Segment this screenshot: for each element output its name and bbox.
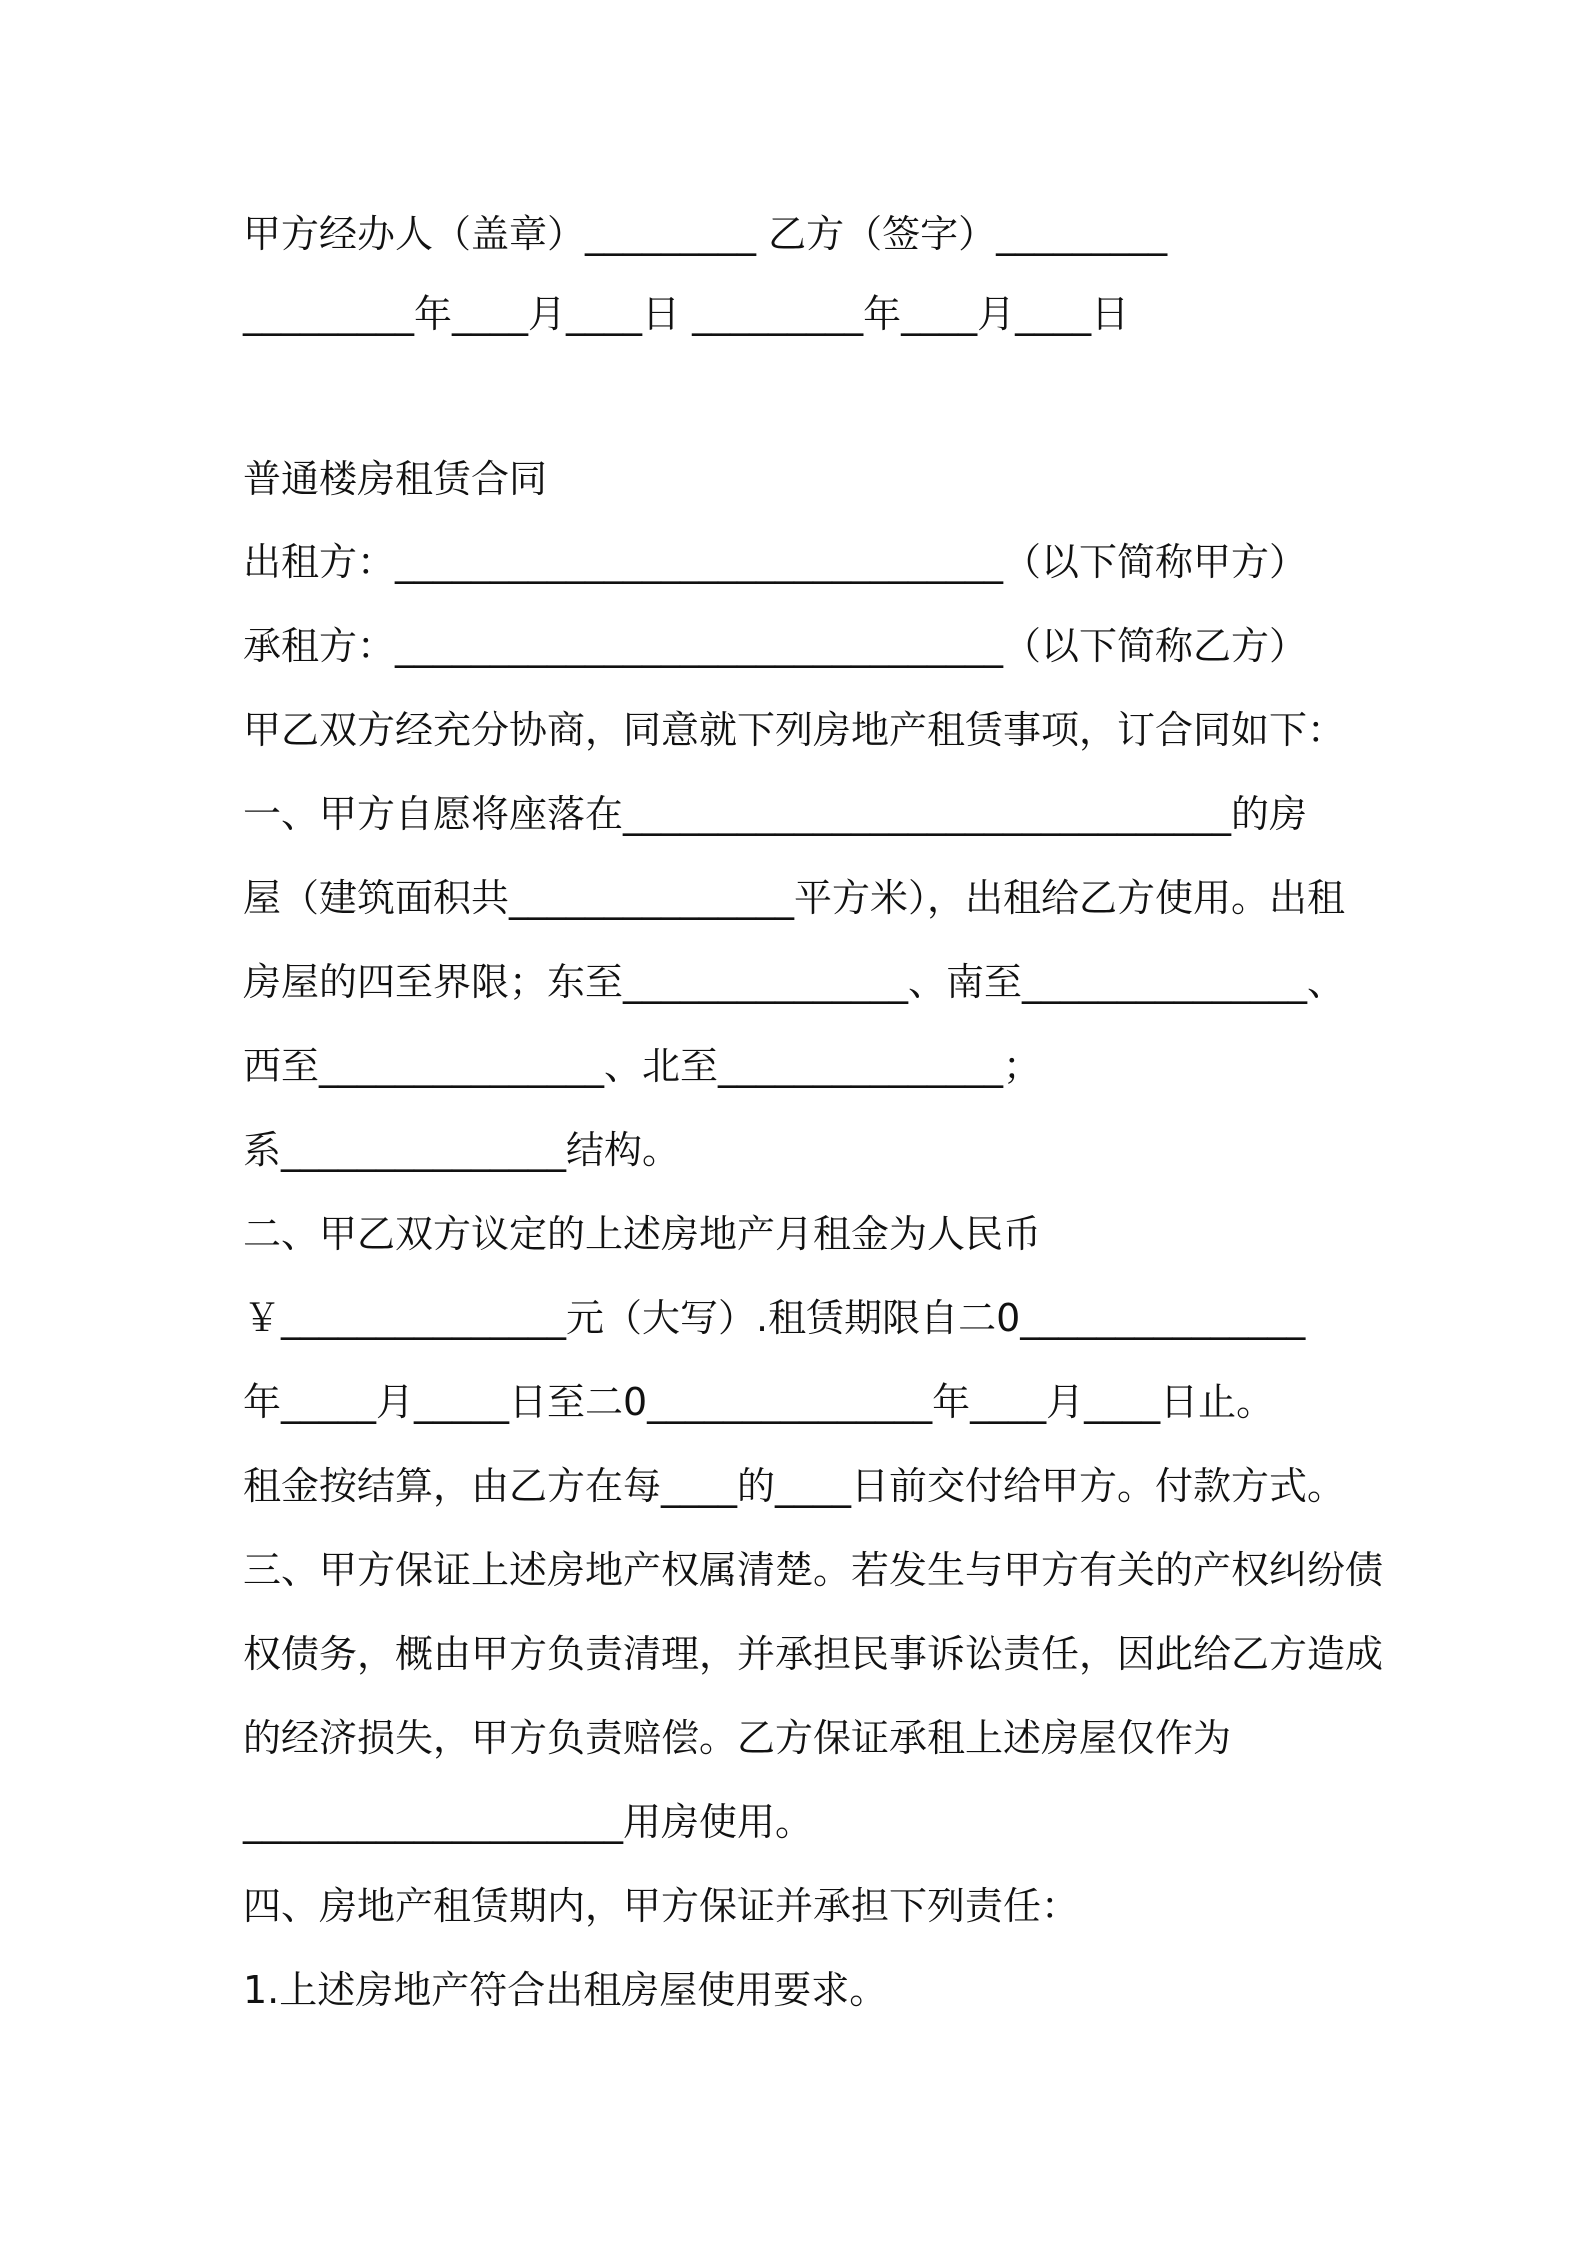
clause-3-line-3: 的经济损失，甲方负责赔偿。乙方保证承租上述房屋仅作为	[243, 1716, 1232, 1760]
contract-title: 普通楼房租赁合同	[243, 457, 548, 501]
date-line: _________年____月____日 _________年____月____日	[243, 292, 1130, 336]
clause-1-line-4: 西至_______________、北至_______________；	[243, 1044, 1042, 1088]
lessor-line: 出租方：________________________________（以下简称甲方）	[243, 540, 1308, 584]
clause-1-line-5: 系_______________结构。	[243, 1128, 681, 1172]
clause-4-heading: 四、房地产租赁期内，甲方保证并承担下列责任：	[243, 1884, 1080, 1928]
clause-2-line-2: ￥_______________元（大写）.租赁期限自二0_______________	[243, 1296, 1306, 1340]
clause-1-line-2: 屋（建筑面积共_______________平方米），出租给乙方使用。出租	[243, 876, 1346, 920]
clause-2-line-1: 二、甲乙双方议定的上述房地产月租金为人民币	[243, 1212, 1042, 1256]
clause-2-line-3: 年_____月_____日至二0_______________年____月____日止。	[243, 1380, 1275, 1424]
clause-1-line-1: 一、甲方自愿将座落在________________________________的房	[243, 792, 1308, 836]
clause-3-line-2: 权债务，概由甲方负责清理，并承担民事诉讼责任，因此给乙方造成	[243, 1632, 1384, 1676]
intro-paragraph: 甲乙双方经充分协商，同意就下列房地产租赁事项，订合同如下：	[243, 708, 1346, 752]
clause-1-line-3: 房屋的四至界限；东至_______________、南至_______________、	[243, 960, 1346, 1004]
clause-4-item-1: 1.上述房地产符合出租房屋使用要求。	[243, 1968, 888, 2012]
clause-3-line-1: 三、甲方保证上述房地产权属清楚。若发生与甲方有关的产权纠纷债	[243, 1548, 1384, 1592]
signature-line: 甲方经办人（盖章）_________ 乙方（签字）_________	[243, 212, 1168, 256]
clause-3-line-4: ____________________用房使用。	[243, 1800, 814, 1844]
lessee-line: 承租方：________________________________（以下简称乙方）	[243, 624, 1308, 668]
clause-2-line-4: 租金按结算，由乙方在每____的____日前交付给甲方。付款方式。	[243, 1464, 1346, 1508]
